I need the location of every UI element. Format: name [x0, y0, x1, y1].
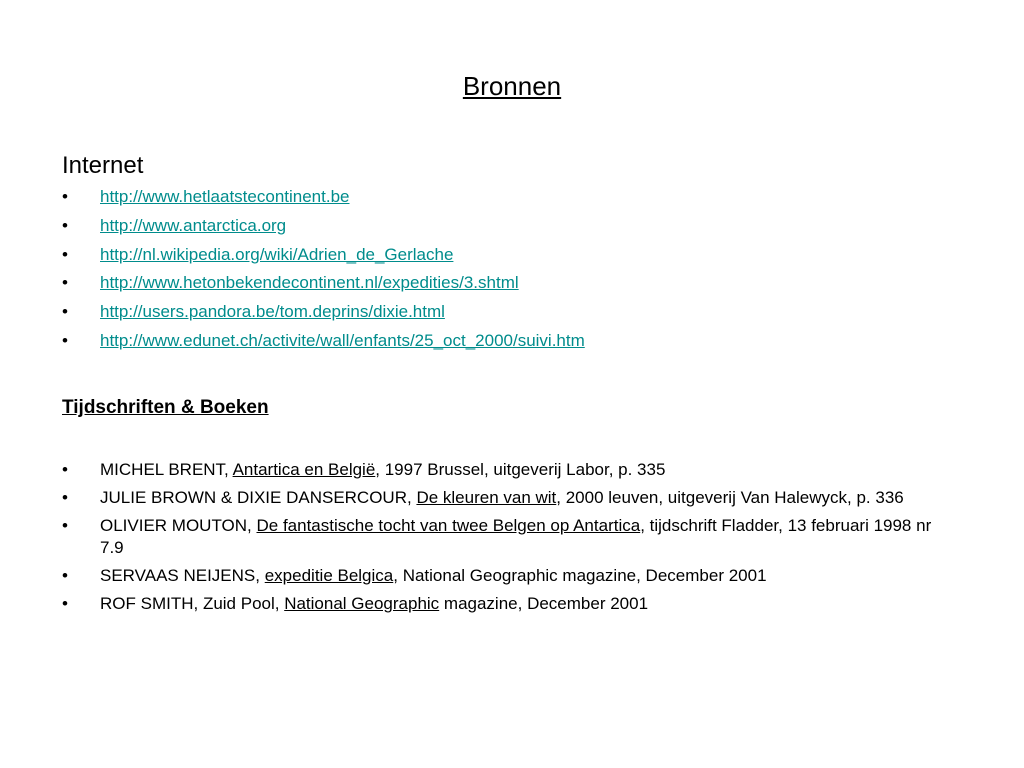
- bullet: •: [62, 594, 68, 613]
- internet-link[interactable]: http://www.edunet.ch/activite/wall/enfants/25_oct_2000/suivi.htm: [100, 330, 585, 350]
- internet-link[interactable]: http://nl.wikipedia.org/wiki/Adrien_de_Gerlache: [100, 244, 454, 264]
- list-item: [62, 244, 962, 266]
- reference-details: , 1997 Brussel, uitgeverij Labor, p. 335: [375, 460, 666, 479]
- reference-title: De kleuren van wit: [416, 488, 557, 507]
- bullet: •: [62, 244, 68, 264]
- reference-details: , tijdschrift Fladder, 13 februari 1998 nr 7.9: [100, 516, 932, 557]
- bullet: •: [62, 302, 68, 322]
- slide-title: Bronnen: [462, 71, 562, 101]
- internet-link-list: [62, 186, 962, 359]
- list-item: [62, 272, 962, 294]
- internet-link[interactable]: http://www.hetonbekendecontinent.nl/expedities/3.shtml: [100, 273, 519, 293]
- bullet: •: [62, 215, 68, 235]
- reference-author: MICHEL BRENT,: [100, 460, 233, 479]
- list-item: [62, 459, 942, 481]
- reference-details: , National Geographic magazine, December 2001: [393, 566, 767, 585]
- internet-heading: Internet: [62, 152, 144, 179]
- bullet: •: [62, 516, 68, 535]
- reference-title: De fantastische tocht van twee Belgen op Antartica: [256, 516, 641, 535]
- list-item: [62, 515, 942, 559]
- bullet: •: [62, 187, 68, 206]
- reference-author: SERVAAS NEIJENS,: [100, 566, 265, 585]
- list-item: [62, 215, 962, 237]
- reference-details: , 2000 leuven, uitgeverij Van Halewyck, p. 336: [556, 488, 904, 507]
- reference-author: OLIVIER MOUTON,: [100, 516, 257, 535]
- list-item: [62, 593, 942, 615]
- list-item: [62, 301, 962, 323]
- reference-author: ROF SMITH, Zuid Pool,: [100, 594, 285, 613]
- list-item: [62, 565, 942, 587]
- bullet: •: [62, 566, 68, 585]
- internet-link[interactable]: http://www.antarctica.org: [100, 215, 287, 235]
- bullet: •: [62, 273, 68, 293]
- reference-details: magazine, December 2001: [439, 594, 649, 613]
- reference-author: JULIE BROWN & DIXIE DANSERCOUR,: [100, 488, 417, 507]
- bullet: •: [62, 460, 68, 479]
- list-item: [62, 186, 962, 208]
- list-item: [62, 487, 942, 509]
- bullet: •: [62, 488, 68, 507]
- reference-title: National Geographic: [284, 594, 440, 613]
- reference-title: expeditie Belgica: [264, 566, 394, 585]
- internet-link[interactable]: http://www.hetlaatstecontinent.be: [100, 187, 350, 206]
- reference-title: Antartica en België: [232, 460, 376, 479]
- bullet: •: [62, 330, 68, 350]
- books-heading: Tijdschriften & Boeken: [62, 397, 269, 418]
- list-item: [62, 330, 962, 352]
- book-reference-list: [62, 459, 942, 621]
- internet-link[interactable]: http://users.pandora.be/tom.deprins/dixie.html: [100, 302, 445, 322]
